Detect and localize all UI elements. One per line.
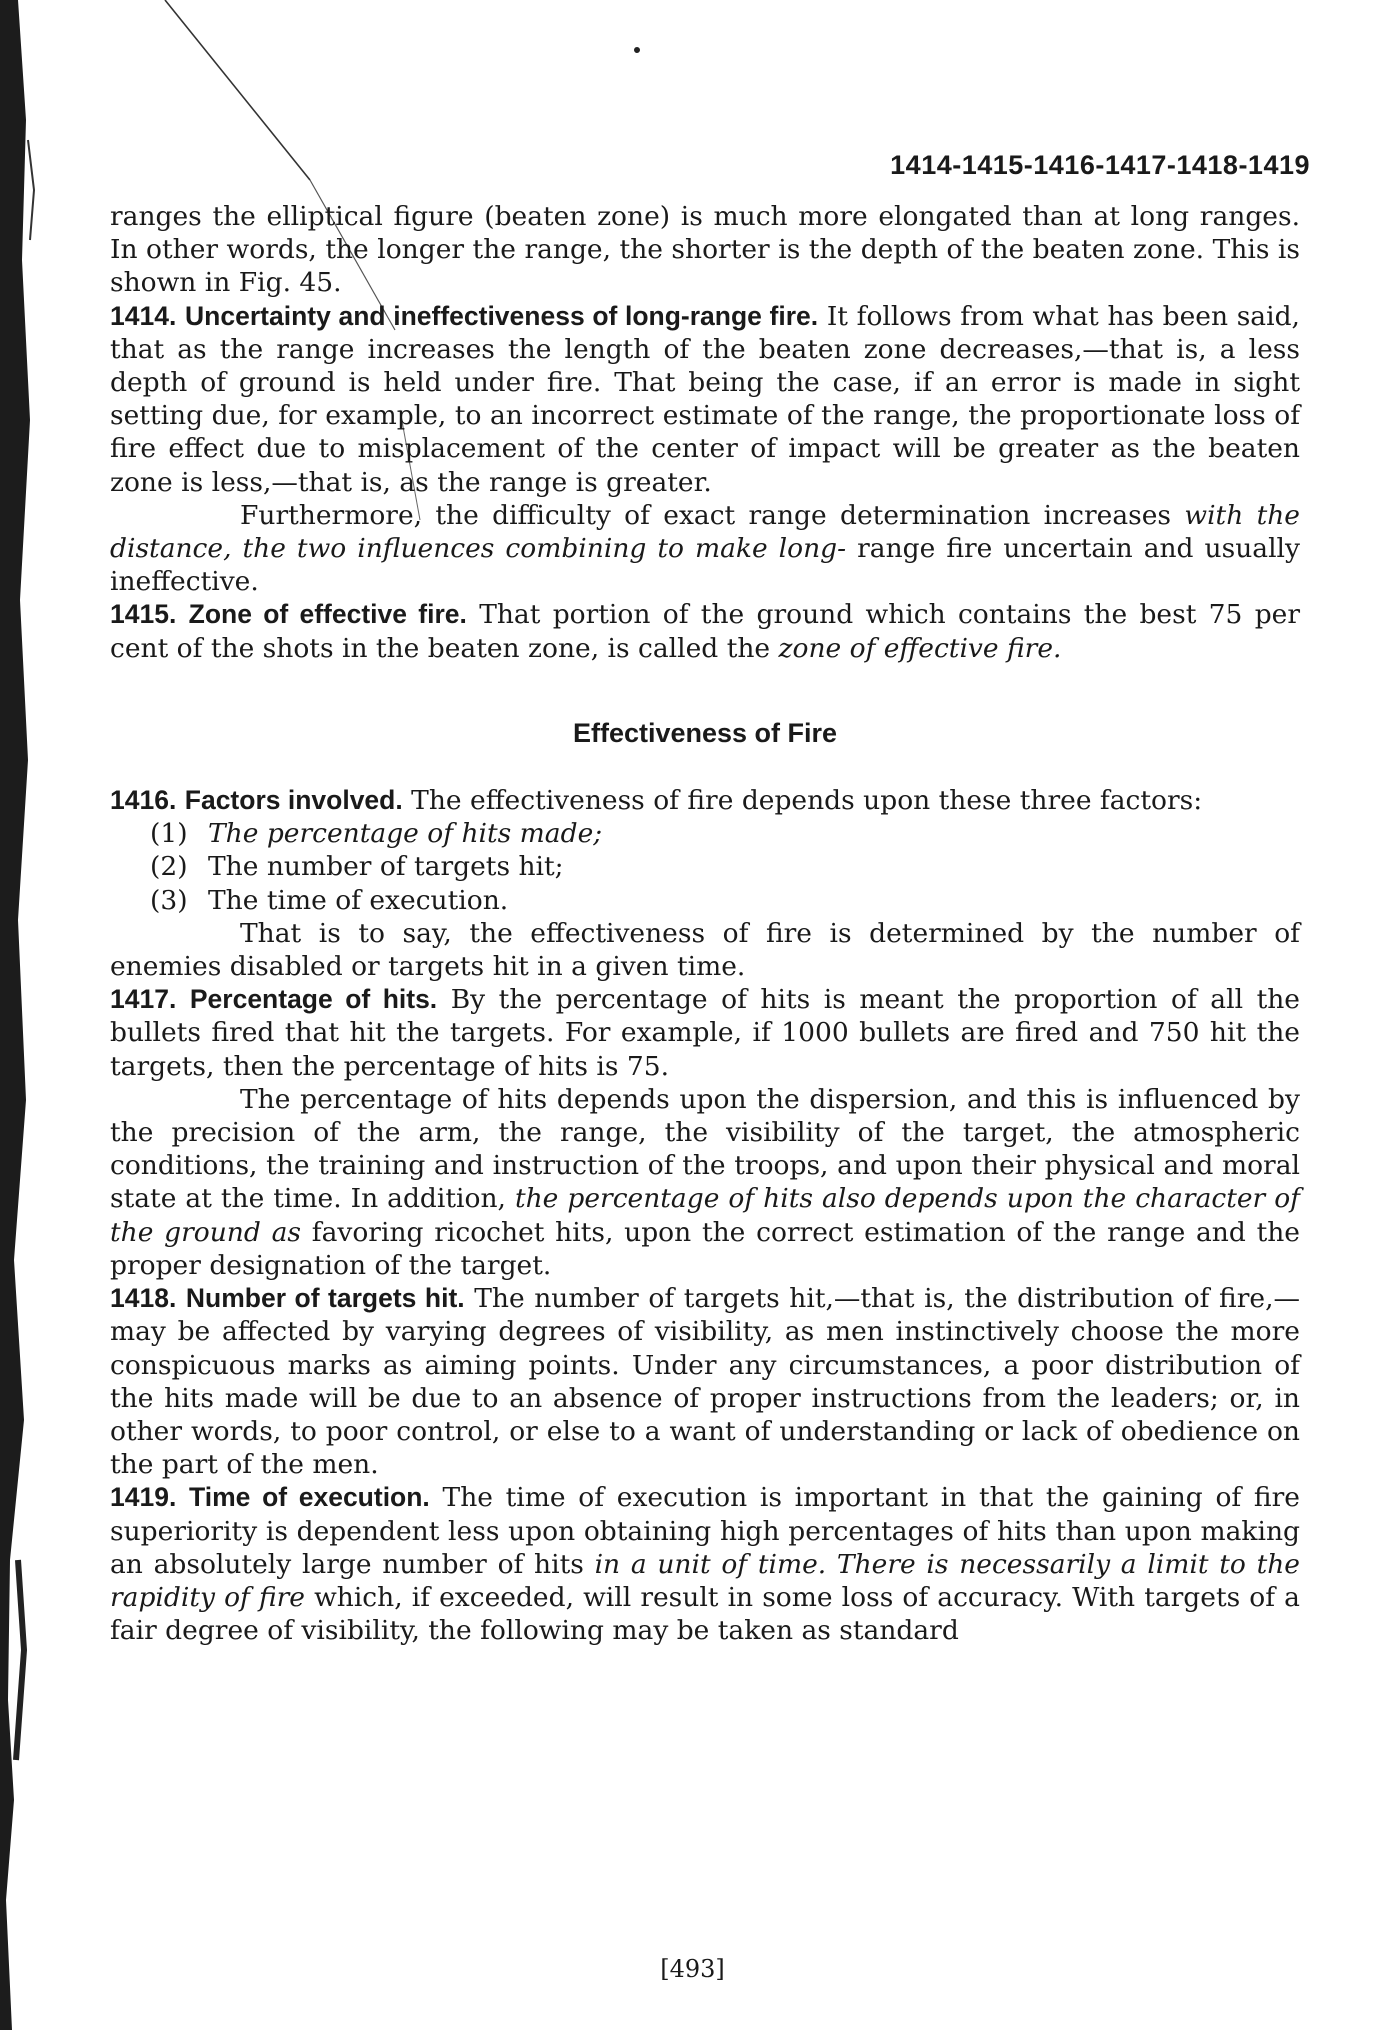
paragraph-1414-continued (110, 499, 1300, 599)
paragraph-number: 1414. (110, 300, 177, 331)
paragraph-title: Uncertainty and ineffectiveness of long-range fire. (185, 300, 819, 331)
paragraph-text: The number of targets hit,—that is, the distribution of fire,—may be affected by varying degrees of visibility, as men instinctively choose the more conspicuous marks as aiming points. Under any circumstances, a poor distribution of the hits made will be due to an absence of proper instructions from the leaders; or, in other words, to poor control, or else to a want of understanding or lack of obedience on the part of the men. (110, 1283, 1301, 1481)
list-text: The time of execution. (208, 884, 509, 916)
paragraph-title: Factors involved. (184, 785, 403, 816)
paragraph-number: 1415. (110, 599, 177, 630)
list-text: The percentage of hits made; (208, 818, 603, 850)
paragraph-text: Furthermore, the difficulty of exact range determination increases (240, 499, 1172, 531)
list-item (110, 850, 1300, 883)
paragraph-1416 (110, 784, 1300, 817)
italic-text: zone of effective fire. (778, 632, 1062, 664)
paragraph-1417 (110, 983, 1300, 1083)
paragraph-1419 (110, 1481, 1300, 1647)
running-head: 1414-1415-1416-1417-1418-1419 (890, 150, 1310, 180)
italic-text: with the distance, the two influences combining to make long- (110, 499, 1300, 565)
list-item (110, 817, 1300, 850)
list-number: (3) (150, 884, 188, 916)
list-item (110, 884, 1300, 917)
list-number: (1) (150, 818, 188, 850)
paragraph-text: By the percentage of hits is meant the proportion of all the bullets fired that hit the targets. For example, if 1000 bullets are fired and 750 hit the targets, then the percentage of hits is 75. (110, 984, 1300, 1082)
paragraph-text: That portion of the ground which contains the best 75 per cent of the shots in the beaten zone, is called the (110, 599, 1301, 664)
italic-text: the percentage of hits also depends upon the character of the ground as (110, 1183, 1300, 1248)
paragraph-continuation: ranges the elliptical figure (beaten zone) is much more elongated than at long ranges. In other words, the longer the range, the shorter is the depth of the beaten zone. This is shown in Fig. 45. (110, 201, 1300, 299)
paragraph-1414 (110, 300, 1300, 499)
page-body (110, 200, 1300, 1647)
paragraph-number: 1418. (110, 1283, 177, 1314)
paragraph-title: Number of targets hit. (185, 1283, 465, 1314)
paragraph-1417-continued (110, 1083, 1300, 1282)
paragraph-title: Time of execution. (189, 1482, 430, 1513)
paragraph-title: Percentage of hits. (189, 984, 438, 1015)
paragraph-text: range fire uncertain and usually ineffective. (110, 533, 1300, 598)
page-number: [493] (660, 1955, 725, 1983)
paragraph-text: The effectiveness of fire depends upon these three factors: (411, 785, 1203, 817)
paragraph-text: favoring ricochet hits, upon the correct estimation of the range and the proper designation of the target. (110, 1216, 1300, 1281)
paragraph-text: The percentage of hits depends upon the dispersion, and this is influenced by the precision of the arm, the range, the visibility of the target, the atmospheric conditions, the training and instruction of the troops, and upon their physical and moral state at the time. In addition, (110, 1083, 1300, 1215)
paragraph-text: It follows from what has been said, that as the range increases the length of the beaten zone decreases,—that is, a less depth of ground is held under fire. That being the case, if an error is made in sight setting due, for example, to an incorrect estimate of the range, the proportionate loss of fire effect due to misplacement of the center of impact will be greater as the beaten zone is less,—that is, as the range is greater. (110, 300, 1300, 498)
list-number: (2) (150, 851, 188, 883)
paragraph-number: 1417. (110, 984, 177, 1015)
paragraph-1415 (110, 598, 1300, 664)
paragraph-number: 1419. (110, 1482, 177, 1513)
paragraph-text: which, if exceeded, will result in some loss of accuracy. With targets of a fair degree of visibility, the following may be taken as standard (110, 1581, 1300, 1647)
section-heading: Effectiveness of Fire (572, 717, 838, 748)
paragraph-1418 (110, 1282, 1300, 1481)
list-text: The number of targets hit; (208, 851, 564, 883)
italic-text: in a unit of time. There is necessarily a limit to the rapidity of fire (110, 1548, 1300, 1613)
paragraph-text: The time of execution is important in that the gaining of fire superiority is dependent less upon obtaining high percentages of hits than upon making an absolutely large number of hits (110, 1482, 1300, 1580)
paragraph-title: Zone of effective fire. (188, 599, 467, 630)
paragraph-number: 1416. (110, 785, 177, 816)
paragraph-1416-continued: That is to say, the effectiveness of fire is determined by the number of enemies disabled or targets hit in a given time. (110, 917, 1300, 983)
